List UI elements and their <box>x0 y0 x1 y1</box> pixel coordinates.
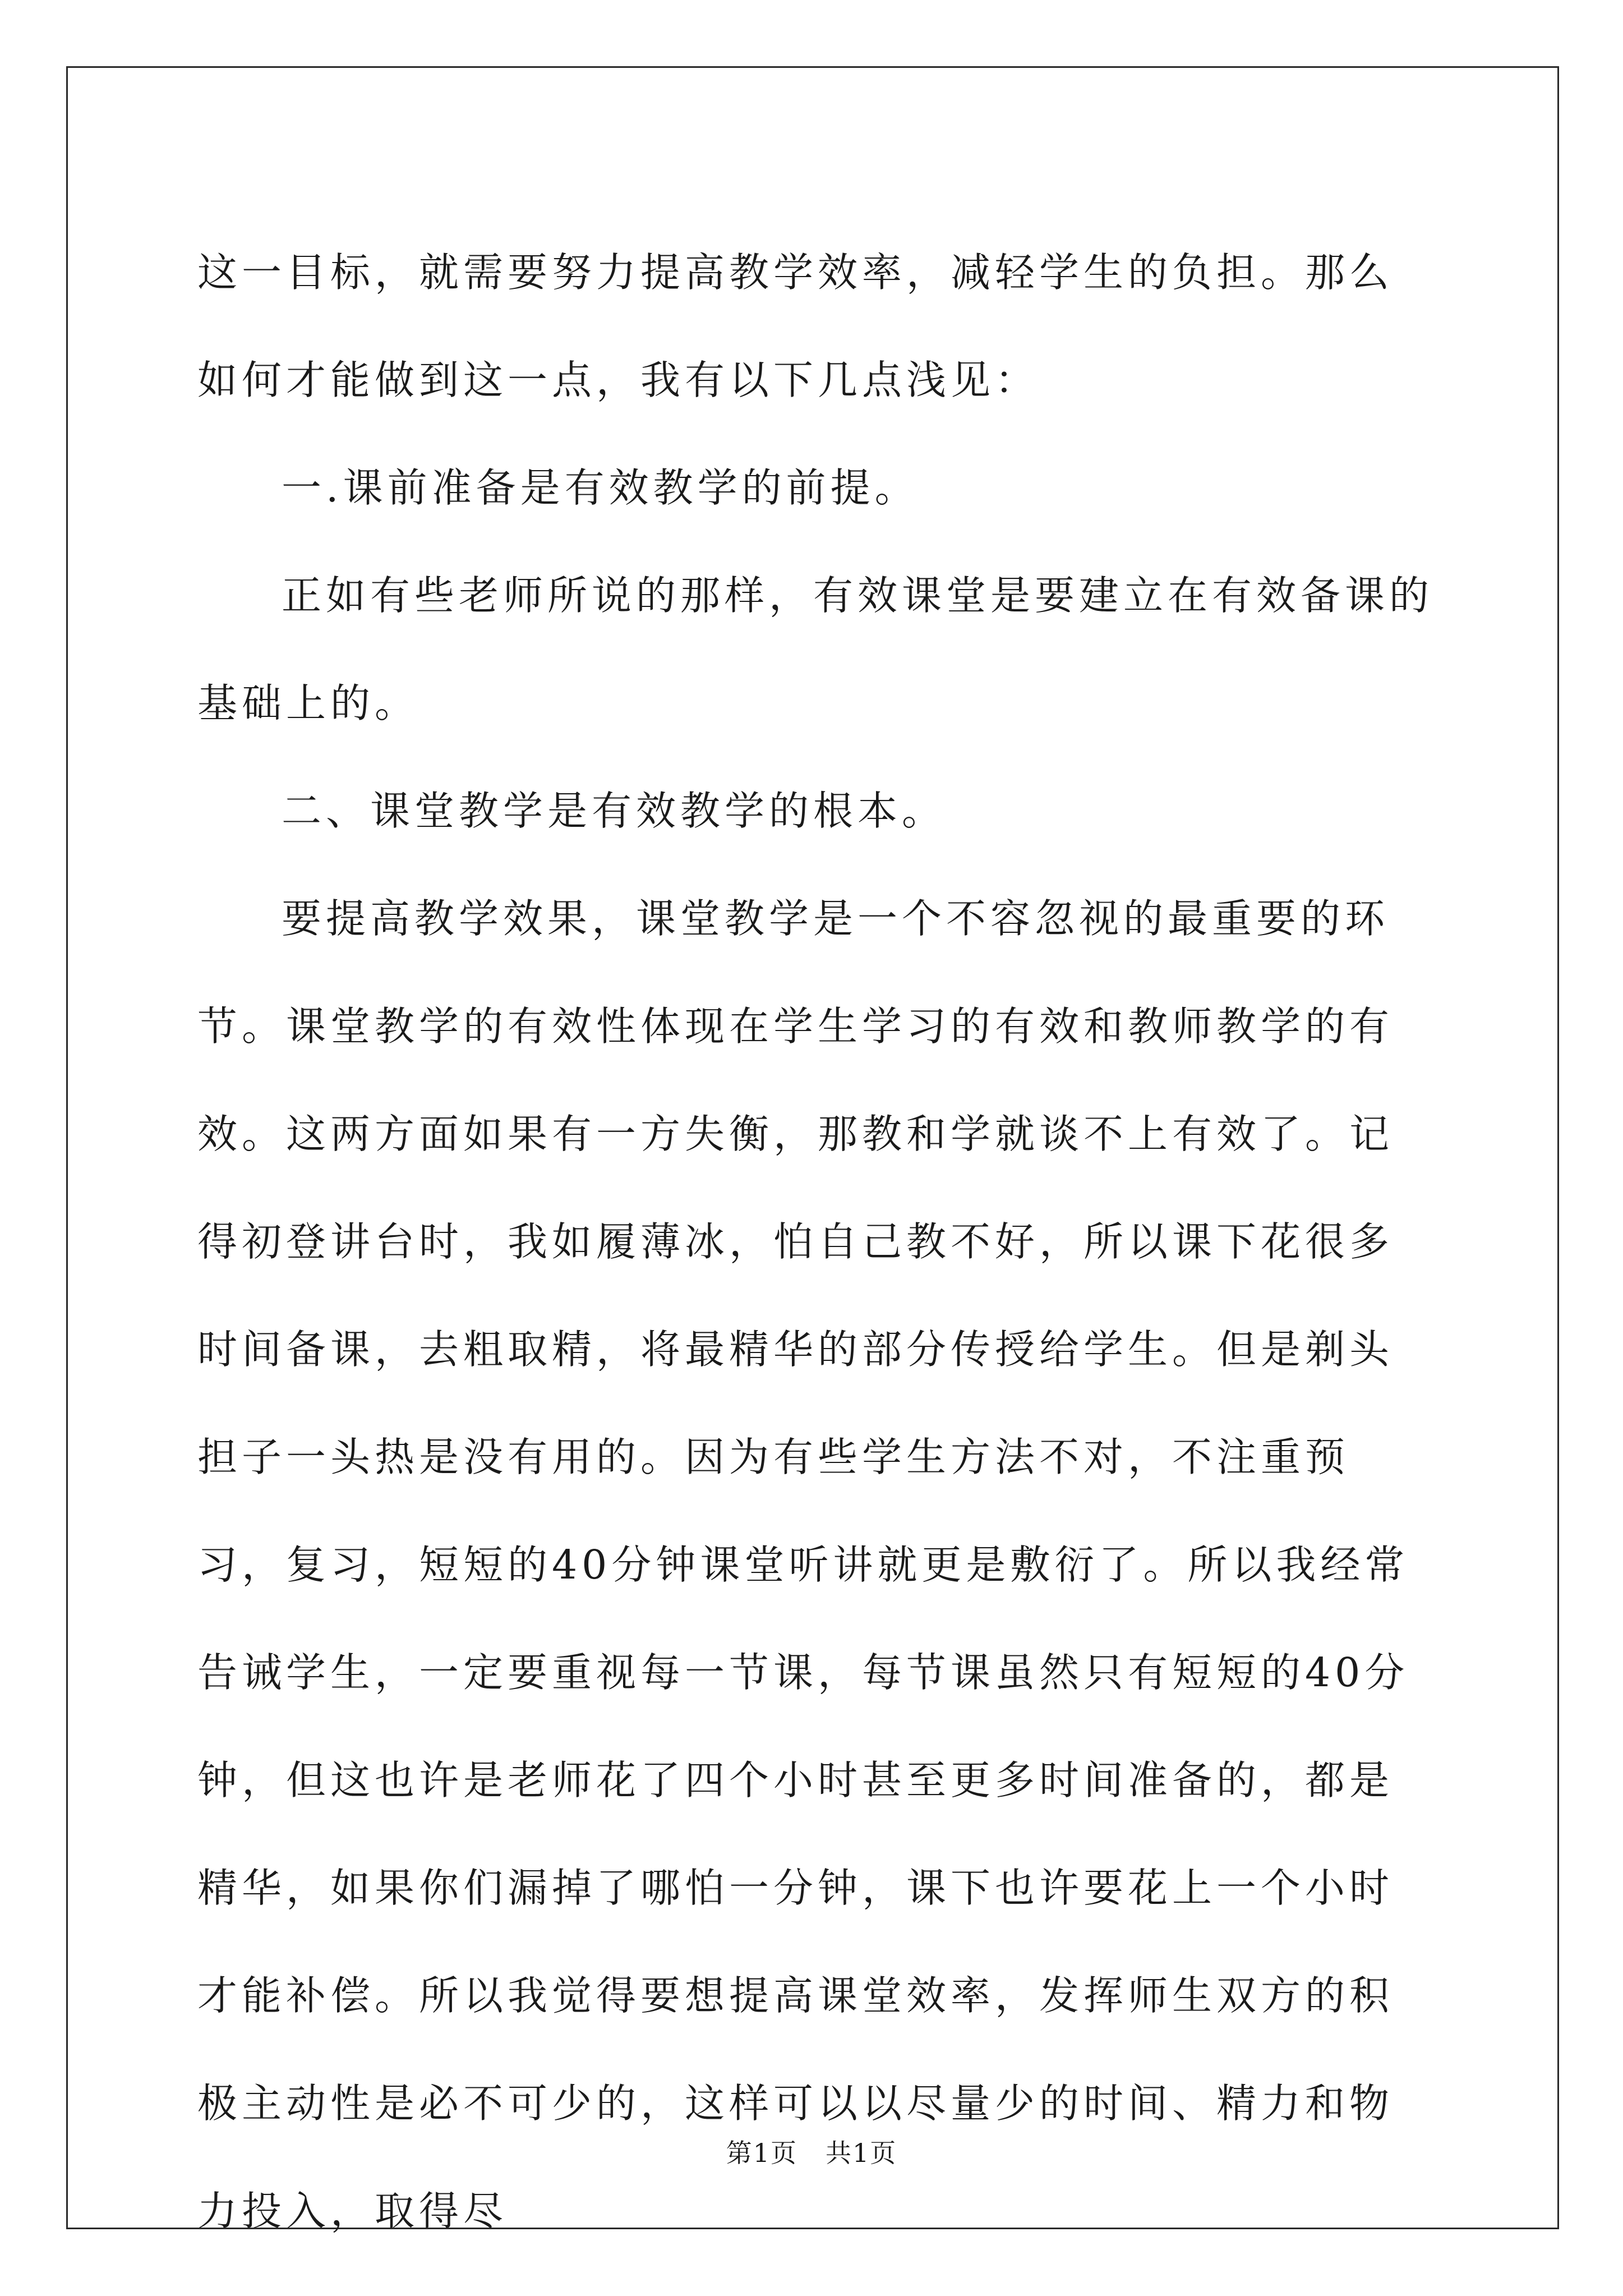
page-footer <box>0 2136 1623 2170</box>
paragraph-section-1: 正如有些老师所说的那样，有效课堂是要建立在有效备课的基础上的。 <box>197 572 1434 726</box>
document-body <box>197 219 1437 2265</box>
paragraph-intro: 这一目标，就需要努力提高教学效率，减轻学生的负担。那么如何才能做到这一点，我有以下几点浅见： <box>197 249 1394 403</box>
heading-section-2: 二、课堂教学是有效教学的根本。 <box>282 788 947 834</box>
paragraph-section-2: 要提高教学效果，课堂教学是一个不容忽视的最重要的环节。课堂教学的有效性体现在学生学习的有效和教师教学的有效。这两方面如果有一方失衡，那教和学就谈不上有效了。记得初登讲台时，我如履薄冰，怕自己教不好，所以课下花很多时间备课，去粗取精，将最精华的部分传授给学生。但是剃头担子一头热是没有用的。因为有些学生方法不对，不注重预习，复习，短短的40分钟课堂听讲就更是敷衍了。所以我经常告诫学生，一定要重视每一节课，每节课虽然只有短短的40分钟，但这也许是老师花了四个小时甚至更多时间准备的，都是精华，如果你们漏掉了哪怕一分钟，课下也许要花上一个小时才能补偿。所以我觉得要想提高课堂效率，发挥师生双方的积极主动性是必不可少的，这样可以以尽量少的时间、精力和物力投入，取得尽 <box>197 895 1409 2234</box>
page-total: 共1页 <box>826 2138 897 2168</box>
heading-section-1: 一.课前准备是有效教学的前提。 <box>282 464 919 511</box>
page-number: 第1页 <box>726 2138 797 2168</box>
